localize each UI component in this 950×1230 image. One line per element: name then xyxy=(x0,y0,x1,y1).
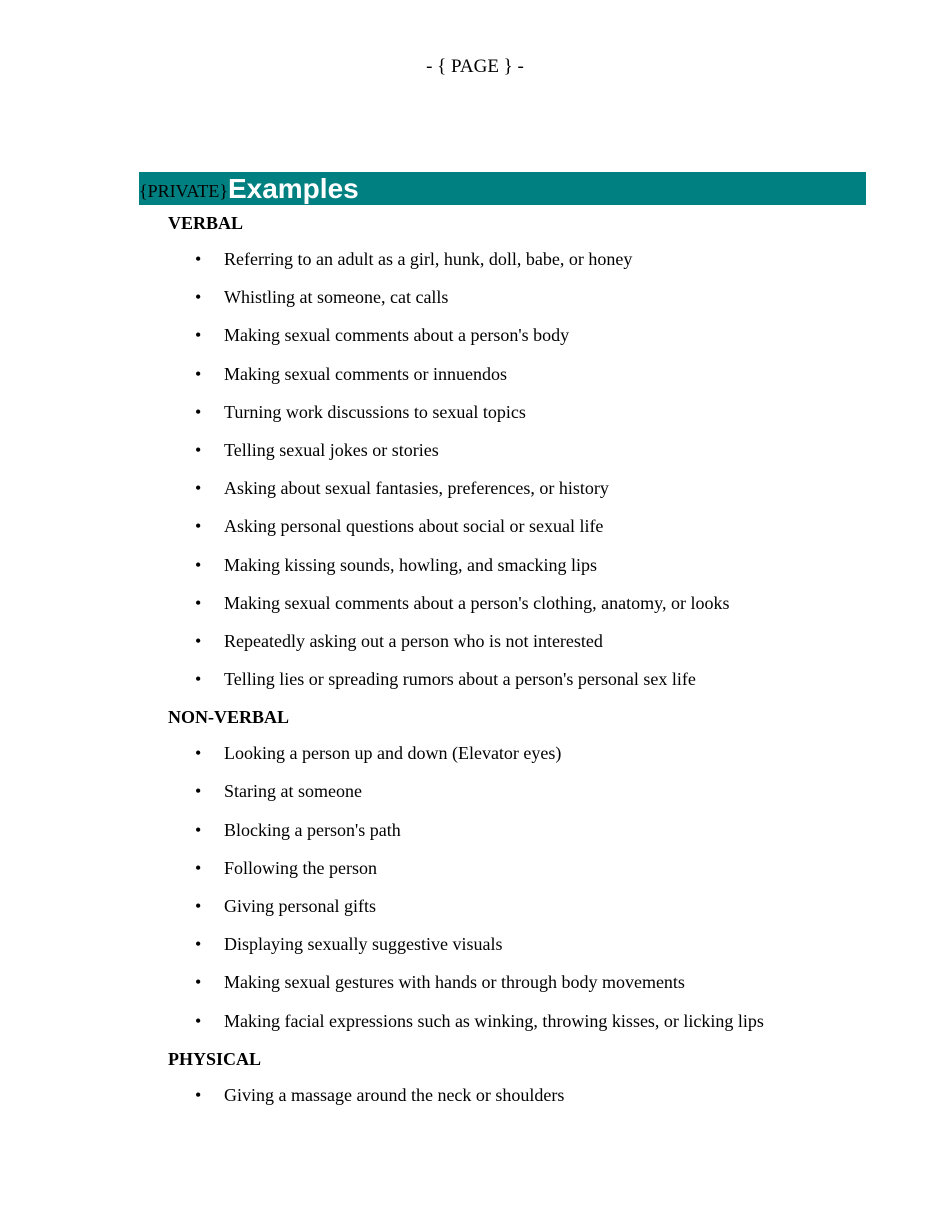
list-item xyxy=(0,780,950,818)
bullet-icon: • xyxy=(195,439,202,460)
bullet-icon: • xyxy=(195,896,202,916)
bullet-icon: • xyxy=(195,630,202,651)
list-item xyxy=(0,401,950,439)
list-item xyxy=(0,324,950,362)
bullet-icon: • xyxy=(195,554,202,575)
section-non-verbal xyxy=(0,706,950,1048)
list-item-text: Asking personal questions about social or sexual life xyxy=(224,516,604,537)
bullet-icon: • xyxy=(195,516,202,537)
list-item xyxy=(0,1084,950,1122)
list-item xyxy=(0,971,950,1009)
list-item xyxy=(0,742,950,780)
list-item xyxy=(0,554,950,592)
bullet-icon: • xyxy=(195,972,202,993)
list-item-text: Making sexual comments or innuendos xyxy=(224,363,507,384)
list-item-text: Blocking a person's path xyxy=(224,819,401,840)
bullet-icon: • xyxy=(195,287,202,308)
list-item-text: Repeatedly asking out a person who is not interested xyxy=(224,630,603,651)
list-item-text: Giving a massage around the neck or shoulders xyxy=(224,1084,565,1105)
list-item-text: Giving personal gifts xyxy=(224,896,376,916)
bullet-icon: • xyxy=(195,401,202,422)
section-verbal xyxy=(0,212,950,706)
list-item xyxy=(0,515,950,553)
document-body xyxy=(0,212,950,1122)
list-item-text: Making sexual comments about a person's body xyxy=(224,325,570,346)
list-item-text: Displaying sexually suggestive visuals xyxy=(224,934,503,955)
list-item-text: Making sexual comments about a person's clothing, anatomy, or looks xyxy=(224,592,730,613)
list-item-text: Telling lies or spreading rumors about a person's personal sex life xyxy=(224,669,696,690)
list-item xyxy=(0,592,950,630)
bullet-icon: • xyxy=(195,592,202,613)
list-item-text: Making sexual gestures with hands or through body movements xyxy=(224,972,685,993)
list-item-text: Whistling at someone, cat calls xyxy=(224,287,449,308)
list-item xyxy=(0,1010,950,1048)
page-number-field: - { PAGE } - xyxy=(426,56,524,77)
bullet-icon: • xyxy=(195,325,202,346)
list-item xyxy=(0,857,950,895)
bullet-icon: • xyxy=(195,819,202,840)
bullet-icon: • xyxy=(195,857,202,878)
list-item-text: Making kissing sounds, howling, and smacking lips xyxy=(224,554,597,575)
list-item xyxy=(0,895,950,933)
bullet-icon: • xyxy=(195,781,202,802)
bullet-icon: • xyxy=(195,934,202,955)
bullet-icon: • xyxy=(195,1010,202,1031)
list-item-text: Telling sexual jokes or stories xyxy=(224,439,439,460)
section-heading: NON-VERBAL xyxy=(168,707,290,728)
section-heading: PHYSICAL xyxy=(168,1048,262,1069)
list-item-text: Making facial expressions such as winking, throwing kisses, or licking lips xyxy=(224,1010,764,1031)
list-item xyxy=(0,477,950,515)
title-bar xyxy=(139,172,866,205)
list-item-text: Asking about sexual fantasies, preferences, or history xyxy=(224,478,609,499)
list-item-text: Referring to an adult as a girl, hunk, doll, babe, or honey xyxy=(224,249,633,269)
bullet-icon: • xyxy=(195,478,202,499)
bullet-icon: • xyxy=(195,1084,202,1105)
private-field-code: {PRIVATE} xyxy=(139,181,228,201)
list-item xyxy=(0,286,950,324)
section-physical xyxy=(0,1048,950,1122)
list-item xyxy=(0,819,950,857)
list-item xyxy=(0,630,950,668)
list-item-text: Turning work discussions to sexual topics xyxy=(224,401,526,422)
list-item xyxy=(0,248,950,286)
section-heading: VERBAL xyxy=(168,213,244,233)
list-item xyxy=(0,439,950,477)
page-title: Examples xyxy=(227,173,359,204)
bullet-icon: • xyxy=(195,669,202,690)
list-item xyxy=(0,933,950,971)
list-item-text: Following the person xyxy=(224,857,377,878)
bullet-icon: • xyxy=(195,363,202,384)
list-item xyxy=(0,363,950,401)
bullet-icon: • xyxy=(195,743,202,764)
bullet-icon: • xyxy=(195,249,202,269)
list-item xyxy=(0,668,950,706)
list-item-text: Looking a person up and down (Elevator eyes) xyxy=(224,743,562,764)
list-item-text: Staring at someone xyxy=(224,781,362,802)
